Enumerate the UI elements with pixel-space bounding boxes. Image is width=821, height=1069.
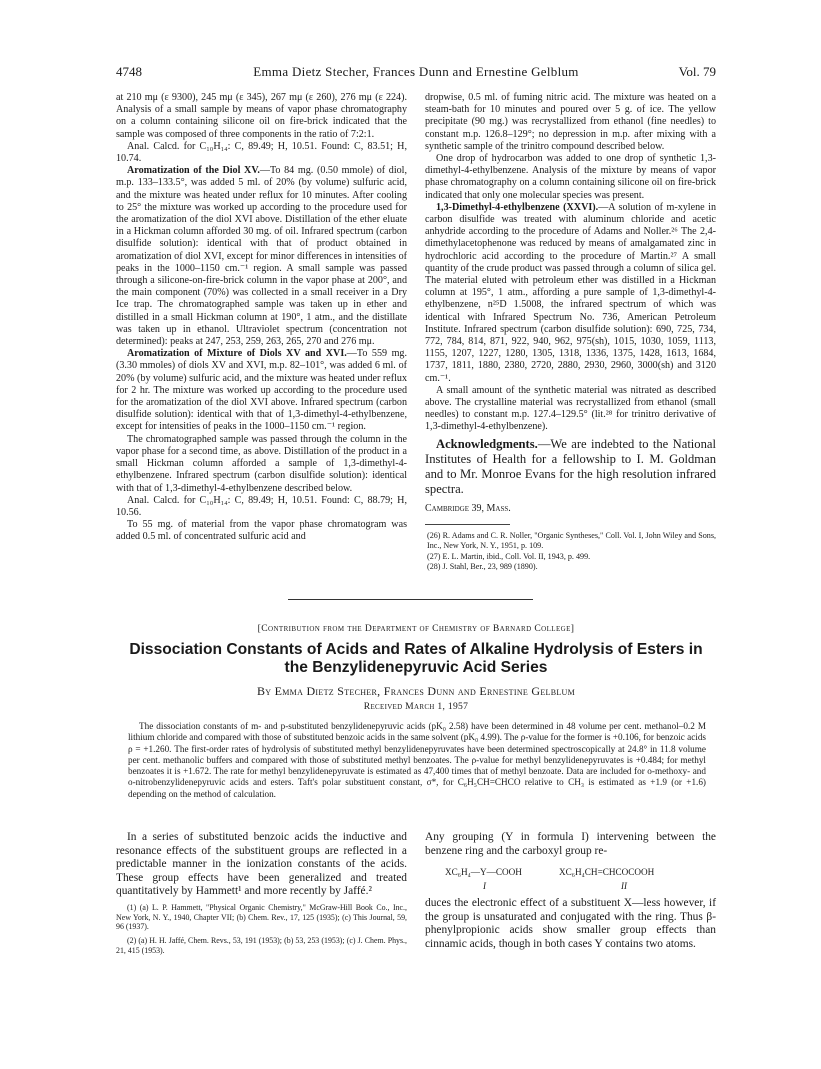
formula-ii: XC₆H₄CH=CHCOCOOH: [559, 867, 655, 878]
intro-paragraph-2: duces the electronic effect of a substituent X—less however, if the group is unsaturated and conjugated with the ring. Thus β-phenylpropionic acids show smaller group effects than cinnamic acids, though in both cases Y contains two atoms.: [425, 897, 716, 950]
section-heading: Aromatization of Mixture of Diols XV and XVI.: [127, 348, 347, 360]
right-column-bottom: [425, 831, 716, 952]
paragraph-aromatization-mixture: [116, 348, 407, 433]
paragraph-fuming-nitric: dropwise, 0.5 ml. of fuming nitric acid. The mixture was heated on a steam-bath for 10 minutes and poured over 5 g. of ice. The yellow precipitate (90 mg.) was recrystallized from ethanol (fine needles) to constant m.p. 126.8–129°; no depression in m.p. after mixing with a synthetic sample of the trinitro compound described below.: [425, 92, 716, 152]
paragraph-text: —To 84 mg. (0.50 mmole) of diol, m.p. 133–133.5°, was added 5 ml. of 20% (by volume) sulfuric acid, and the mixture was heated under reflux for 10 minutes. After cooling to 25° the mixture was worked up according to the procedure used for the aromatization of the diol XVI above. Distillation of the ether eluate in a Hickman column afforded 30 mg. of oil. Infrared spectrum (carbon disulfide solution): identical with that of product obtained in aromatization of diol XVI, except for minor differences in intensities of peaks in the 1000–1150 cm.⁻¹ region. A small sample was passed through a silicone-on-fire-brick column in the vapor phase at 200°, and the main component (70%) was collected in a small receiver in a Dry Ice trap. The chromatographed sample was taken up in ether and distilled in a small Hickman column at 190°, 1 atm., and the distillate was taken up in ethanol. Ultraviolet spectrum (concentration not determined): peaks at 247, 253, 259, 263, 265, 270 and 276 mμ.: [116, 165, 408, 348]
received-date: Received March 1, 1957: [363, 701, 469, 712]
article-title: Dissociation Constants of Acids and Rates of Alkaline Hydrolysis of Esters in the Benzylidenepyruvic Acid Series: [129, 641, 703, 676]
reference-27: (27) E. L. Martin, ibid., Coll. Vol. II, 1943, p. 499.: [427, 551, 591, 561]
paragraph-anal-1: Anal. Calcd. for C₁₀H₁₄: C, 89.49; H, 10.51. Found: C, 83.51; H, 10.74.: [116, 140, 407, 165]
paragraph-text: —A solution of m-xylene in carbon disulfide was treated with aluminum chloride and acetic anhydride according to the procedure of Adams and Noller.²⁶ The 2,4-dimethylacetophenone was reduced by means of amalgamated zinc in hydrochloric acid according to the procedure of Martin.²⁷ A small quantity of the crude product was passed through a column of silica gel. The material eluted with petroleum ether was distilled in a Hickman column at 195°, 1 atm., affording a pure sample of 1,3-dimethyl-4-ethylbenzene, n²⁵D 1.5008, the infrared spectrum of which was identical with Infrared Spectrum No. 736, American Petroleum Institute. Infrared spectrum (carbon disulfide solution): 690, 725, 734, 772, 784, 814, 871, 922, 940, 962, 975(sh), 1015, 1030, 1059, 1113, 1155, 1207, 1227, 1280, 1305, 1318, 1336, 1375, 1428, 1613, 1684, 1737, 1811, 1880, 2380, 2720, 2880, 2930, 2960, 3000(sh) and 3120 cm.⁻¹.: [425, 201, 716, 384]
section-heading: Aromatization of the Diol XV.: [127, 165, 260, 177]
paragraph-anal-2: Anal. Calcd. for C₁₀H₁₄: C, 89.49; H, 10.51. Found: C, 88.79; H, 10.56.: [116, 494, 407, 518]
formula-i-label: I: [483, 881, 486, 892]
paragraph-aromatization-diol-xv: [116, 165, 407, 348]
paragraph-uv-analysis: at 210 mμ (ε 9300), 245 mμ (ε 345), 267 mμ (ε 260), 276 mμ (ε 224). Analysis of a small sample by means of vapor phase chromatography on a column containing silicone oil on fire-brick indicated that the sample was composed of three components in the ratio of 7:2:1.: [116, 92, 407, 140]
paragraph-chromatographed: The chromatographed sample was passed through the column in the vapor phase for a second time, as above. Distillation of the product in a small Hickman column afforded a sample of 1,3-dimethyl-4-ethylbenzene. Infrared spectrum (carbon disulfide solution): identical with that of 1,3-dimethyl-4-ethylbenzene described below.: [116, 433, 407, 494]
paragraph-synthetic-nitrated: A small amount of the synthetic material was nitrated as described above. The crystalline material was recrystallized from ethanol (small needles) to constant m.p. 127.4–129.5° (lit.²⁸ for trinitro derivative of 1,3-dimethyl-4-ethylbenzene).: [425, 384, 716, 433]
paragraph-mixture-analysis: One drop of hydrocarbon was added to one drop of synthetic 1,3-dimethyl-4-ethylbenzene. Analysis of the mixture by means of vapor phase chromatography on a column containing silicone oil on fire-brick indicated that only one molecular species was present.: [425, 153, 716, 201]
running-head-authors: Emma Dietz Stecher, Frances Dunn and Ernestine Gelblum: [253, 64, 579, 79]
reference-26: (26) R. Adams and C. R. Noller, "Organic Syntheses," Coll. Vol. I, John Wiley and Sons, Inc., New York, N. Y., 1951, p. 109.: [427, 530, 716, 551]
article-divider: [288, 599, 533, 600]
formula-ii-label: II: [621, 881, 627, 892]
footnote-2: (2) (a) H. H. Jaffé, Chem. Revs., 53, 191 (1953); (b) 53, 253 (1953); (c) J. Chem. Phys., 21, 415 (1953).: [116, 936, 407, 955]
acknowledgments: [425, 437, 716, 497]
footnote-1: (1) (a) L. P. Hammett, "Physical Organic Chemistry," McGraw-Hill Book Co., Inc., New York, N. Y., 1940, Chapter VII; (b) Chem. Rev., 17, 125 (1935); (c) This Journal, 59, 96 (1937).: [116, 902, 407, 932]
paragraph-nitration: To 55 mg. of material from the vapor phase chromatogram was added 0.5 ml. of concentrated sulfuric acid and: [116, 519, 407, 543]
references-rule: [425, 524, 510, 525]
abstract: The dissociation constants of m- and p-substituted benzylidenepyruvic acids (pK₀ 2.58) have been determined in 48 volume per cent. methanol–0.2 M lithium chloride and compared with those of substituted benzoic acids in the same solvent (pK₀ 4.99). The ρ-value for the former is +0.106, for benzoic acids ρ = +1.260. The first-order rates of hydrolysis of substituted methyl benzylidenepyruvates have been determined spectroscopically at 24.8° in 11.8 volume per cent. methanolic buffers and compared with those of substituted methyl benzoates. The ρ-value for methyl benzylidenepyruvates is +0.484; for methyl benzoates it is +1.672. The rate for methyl benzylidenepyruvate is estimated as 47,400 times that of methyl benzoate. Data are included for o-methoxy- and o-nitrobenzylidenepyruvic acids and esters. Taft's polar substituent constant, σ*, for C₆H₅CH=CHCO relative to CH₃ is estimated as +1.9 (or +1.6) depending on the method of calculation.: [128, 721, 706, 799]
right-column-top: [425, 92, 716, 573]
page-number: 4748: [116, 64, 142, 79]
institution-place: Cambridge 39, Mass.: [425, 502, 511, 514]
volume-number: Vol. 79: [678, 64, 716, 79]
acknowledgments-text: —We are indebted to the National Institutes of Health for a fellowship to I. M. Goldman and to Mr. Monroe Evans for the high resolution infrared spectra.: [425, 436, 716, 496]
article-byline: By Emma Dietz Stecher, Frances Dunn and Ernestine Gelblum: [256, 684, 576, 698]
intro-paragraph: In a series of substituted benzoic acids the inductive and resonance effects of the substituent groups are reflected in a predictable manner in the ionization constants of the acids. These group effects have been generalized and treated quantitatively by Hammett¹ and more recently by Jaffé.²: [116, 831, 407, 898]
intro-paragraph-continued: Any grouping (Y in formula I) intervening between the benzene ring and the carboxyl group re-: [425, 831, 716, 857]
formula-i: XC₆H₄—Y—COOH: [445, 867, 522, 878]
section-heading: 1,3-Dimethyl-4-ethylbenzene (XXVI).: [436, 201, 599, 213]
running-head: [116, 64, 716, 80]
acknowledgments-heading: Acknowledgments.: [436, 436, 538, 451]
left-column-bottom: [116, 831, 407, 955]
reference-28: (28) J. Stahl, Ber., 23, 989 (1890).: [427, 562, 538, 572]
chemical-formulas: [425, 863, 716, 893]
contribution-line: [Contribution from the Department of Chemistry of Barnard College]: [257, 623, 575, 634]
paragraph-dimethylethylbenzene: [425, 202, 716, 385]
paragraph-text: —To 559 mg. (3.30 mmoles) of diols XV and XVI, m.p. 82–101°, was added 6 ml. of 20% (by volume) sulfuric acid, and the mixture was heated under reflux for 2 hr. The mixture was worked up according to the procedure used for the aromatization of the diol XVI above. Infrared spectrum (carbon disulfide solution): identical with that of 1,3-dimethyl-4-ethylbenzene, except for intensities of peaks in the 1000–1150 cm.⁻¹ region.: [116, 348, 407, 433]
left-column-top: [116, 92, 407, 544]
